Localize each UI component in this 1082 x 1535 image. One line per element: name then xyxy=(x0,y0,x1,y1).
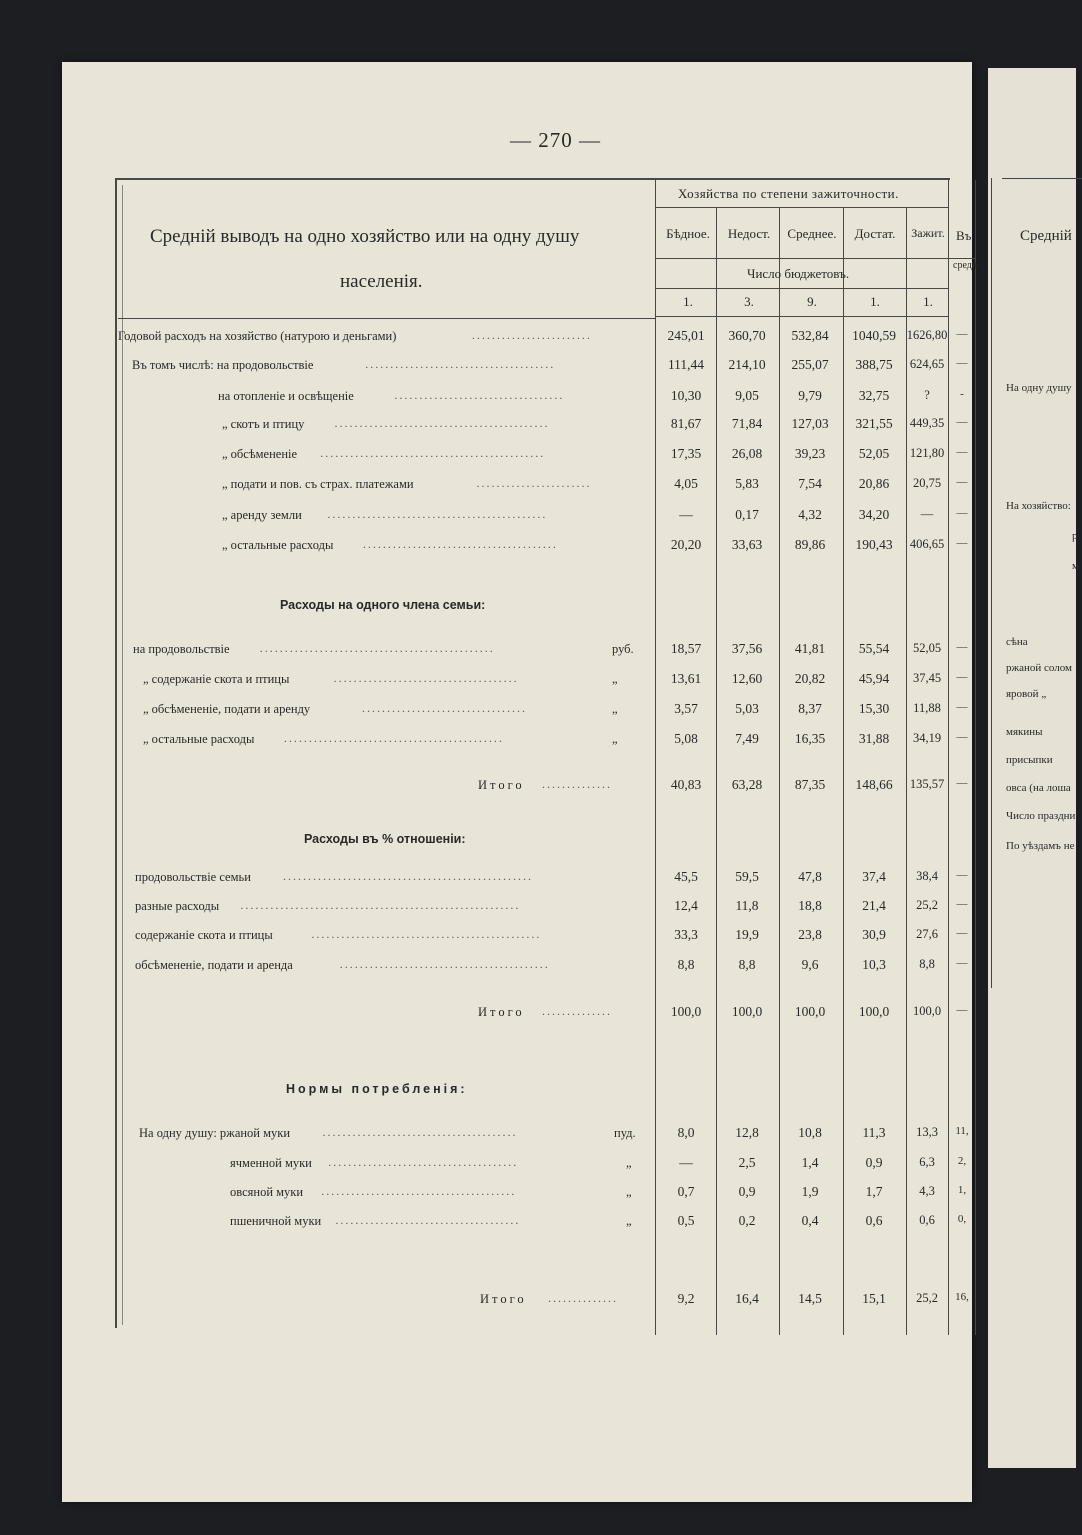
row-unit: „ xyxy=(626,1214,632,1228)
cell-value: 45,94 xyxy=(858,671,890,686)
cell-value: 135,57 xyxy=(909,777,945,791)
cell-value: 100,0 xyxy=(670,1004,702,1019)
row-label: „ подати и пов. съ страх. платежами xyxy=(222,477,414,491)
header-count: 1. xyxy=(923,294,933,309)
cell-value: 31,88 xyxy=(858,731,890,746)
cell-value: 5,03 xyxy=(735,701,759,716)
header-count: 9. xyxy=(807,294,817,309)
cell-value: 16,35 xyxy=(794,731,826,746)
cell-value: 26,08 xyxy=(731,446,763,461)
cell-value: 87,35 xyxy=(794,777,826,792)
cell-value: 6,3 xyxy=(919,1155,935,1169)
cell-value: 9,05 xyxy=(735,388,759,403)
cell-value: 0,6 xyxy=(919,1213,935,1227)
cell-avg: — xyxy=(956,476,968,488)
row-unit: „ xyxy=(612,672,618,686)
row-label: овсяной муки xyxy=(230,1185,304,1199)
right-line: На одну душу xyxy=(1006,382,1072,394)
cell-value: 10,3 xyxy=(862,957,886,972)
cell-value: 255,07 xyxy=(791,357,829,372)
cell-value: 8,37 xyxy=(798,701,822,716)
cell-value: 100,0 xyxy=(912,1004,942,1018)
cell-avg: 1, xyxy=(957,1184,967,1196)
row-label: содержаніе скота и птицы xyxy=(135,928,273,942)
dot-leader: ....................................... xyxy=(321,1184,517,1198)
cell-value: 4,05 xyxy=(674,476,698,491)
cell-avg: — xyxy=(956,537,968,549)
row-label: обсѣмененіе, подати и аренда xyxy=(135,958,293,972)
cell-avg: - xyxy=(960,388,964,400)
header-avg-2: средн. xyxy=(953,260,980,271)
header-count-label: Число бюджетовъ. xyxy=(747,266,850,281)
cell-value: 9,6 xyxy=(801,957,819,972)
cell-avg: — xyxy=(956,957,968,969)
cell-avg: 16, xyxy=(955,1291,969,1303)
dot-leader: ............................................ xyxy=(283,731,504,745)
cell-value: 20,75 xyxy=(912,476,942,490)
cell-value: 1,9 xyxy=(801,1184,819,1199)
total-label: Итого xyxy=(478,1005,525,1019)
header-count: 1. xyxy=(683,294,693,309)
cell-avg: 2, xyxy=(957,1155,967,1167)
cell-value: 33,3 xyxy=(674,927,698,942)
dot-leader: ............................................... xyxy=(259,641,495,655)
dot-leader: ....................................... xyxy=(362,537,558,551)
dot-leader: ................................. xyxy=(362,701,527,715)
right-title: Средній xyxy=(1020,228,1072,244)
cell-value: 12,8 xyxy=(735,1125,759,1140)
cell-value: 1,7 xyxy=(865,1184,883,1199)
cell-value: 7,54 xyxy=(798,476,822,491)
cell-value: 9,2 xyxy=(677,1291,695,1306)
dot-leader: ....................................... xyxy=(322,1125,518,1139)
right-line: Число праздни xyxy=(1006,810,1076,822)
row-label: „ обсѣмененіе, подати и аренду xyxy=(143,702,311,716)
cell-value: 11,8 xyxy=(735,898,759,913)
cell-value: 0,9 xyxy=(738,1184,756,1199)
row-unit: руб. xyxy=(612,642,634,656)
cell-value: 11,3 xyxy=(862,1125,886,1140)
cell-value: 12,4 xyxy=(674,898,698,913)
cell-value: 7,49 xyxy=(735,731,759,746)
table-top-rule xyxy=(115,178,950,180)
table-title-line2: населенія. xyxy=(340,271,423,292)
row-label: „ аренду земли xyxy=(222,508,302,522)
cell-value: 18,8 xyxy=(798,898,822,913)
cell-value: — xyxy=(920,507,934,521)
header-avg: Въ xyxy=(956,228,972,243)
dot-leader: .......................................... xyxy=(339,957,550,971)
table-left-rule xyxy=(115,178,117,1328)
right-line: присыпки xyxy=(1006,754,1053,766)
cell-value: 25,2 xyxy=(916,1291,938,1305)
dot-leader: ........................................... xyxy=(334,416,550,430)
cell-value: 1040,59 xyxy=(852,328,896,343)
dot-leader: .................................................. xyxy=(283,869,533,883)
cell-value: 52,05 xyxy=(858,446,890,461)
table-title-line1: Средній выводъ на одно хозяйство или на одну душу xyxy=(150,226,580,247)
cell-value: 27,6 xyxy=(916,927,938,941)
cell-value: 4,3 xyxy=(919,1184,935,1198)
cell-avg: — xyxy=(956,357,968,369)
dot-leader: ...................................... xyxy=(365,357,556,371)
cell-value: 245,01 xyxy=(667,328,705,343)
cell-avg: 11, xyxy=(955,1125,969,1137)
row-label: Годовой расходъ на хозяйство (натурою и деньгами) xyxy=(118,329,397,343)
cell-value: 23,8 xyxy=(798,927,822,942)
total-label: Итого xyxy=(480,1292,527,1306)
dot-leader: .................................. xyxy=(394,388,565,402)
cell-value: 449,35 xyxy=(909,416,945,430)
right-line: овса (на лоша xyxy=(1006,782,1071,794)
cell-value: 100,0 xyxy=(858,1004,890,1019)
dot-leader: .............. xyxy=(548,1291,618,1305)
cell-value: 17,35 xyxy=(670,446,702,461)
cell-value: 0,17 xyxy=(735,507,759,522)
cell-value: 0,9 xyxy=(865,1155,883,1170)
cell-value: 38,4 xyxy=(916,869,938,883)
right-line: м xyxy=(1072,560,1079,572)
dot-leader: ..................................... xyxy=(333,671,519,685)
row-label: продовольствіе семьи xyxy=(135,870,251,884)
right-line: яровой „ xyxy=(1006,688,1047,700)
header-col: Среднее. xyxy=(787,226,837,241)
dot-leader: ........................ xyxy=(471,328,592,342)
cell-value: 10,30 xyxy=(670,388,702,403)
dot-leader: ............................................. xyxy=(320,446,546,460)
cell-avg: — xyxy=(956,416,968,428)
right-line: р xyxy=(1072,530,1078,542)
cell-avg: — xyxy=(956,641,968,653)
cell-value: 20,82 xyxy=(794,671,826,686)
cell-value: 111,44 xyxy=(667,357,705,372)
cell-avg: — xyxy=(956,927,968,939)
cell-value: 3,57 xyxy=(674,701,698,716)
cell-avg: — xyxy=(956,446,968,458)
section-heading: Нормы потребленія: xyxy=(286,1082,468,1096)
cell-value: 5,08 xyxy=(674,731,698,746)
cell-value: 1,4 xyxy=(801,1155,819,1170)
right-line: По уѣздамъ не xyxy=(1006,840,1075,852)
cell-avg: — xyxy=(956,1004,968,1016)
section-heading: Расходы на одного члена семьи: xyxy=(280,598,486,612)
cell-value: 20,20 xyxy=(670,537,702,552)
cell-value: 71,84 xyxy=(731,416,763,431)
cell-value: 37,56 xyxy=(731,641,763,656)
row-label: на отопленіе и освѣщеніе xyxy=(218,389,354,403)
cell-avg: — xyxy=(956,898,968,910)
cell-value: 37,45 xyxy=(912,671,942,685)
cell-value: 406,65 xyxy=(909,537,945,551)
cell-value: 0,4 xyxy=(801,1213,819,1228)
cell-avg: — xyxy=(956,507,968,519)
header-col: Недост. xyxy=(727,226,771,241)
cell-value: 55,54 xyxy=(858,641,890,656)
cell-value: 121,80 xyxy=(909,446,945,460)
cell-value: 11,88 xyxy=(913,701,941,715)
cell-value: 81,67 xyxy=(670,416,702,431)
cell-value: 5,83 xyxy=(735,476,759,491)
cell-value: 89,86 xyxy=(794,537,826,552)
cell-value: 0,2 xyxy=(738,1213,756,1228)
cell-avg: — xyxy=(956,328,968,340)
cell-value: 13,61 xyxy=(670,671,702,686)
cell-value: 0,6 xyxy=(865,1213,883,1228)
dot-leader: ...................................... xyxy=(328,1155,519,1169)
dot-leader: ....................... xyxy=(476,476,592,490)
cell-value: 37,4 xyxy=(862,869,886,884)
cell-value: 59,5 xyxy=(735,869,759,884)
cell-value: 19,9 xyxy=(735,927,759,942)
cell-value: 8,8 xyxy=(677,957,695,972)
row-label: ячменной муки xyxy=(230,1156,312,1170)
row-label: „ обсѣмененіе xyxy=(222,447,298,461)
cell-value: 9,79 xyxy=(798,388,822,403)
cell-value: 45,5 xyxy=(674,869,698,884)
right-line: На хозяйство: xyxy=(1006,500,1071,512)
cell-value: 25,2 xyxy=(916,898,938,912)
row-label: пшеничной муки xyxy=(230,1214,322,1228)
cell-avg: — xyxy=(956,701,968,713)
cell-value: 0,7 xyxy=(677,1184,695,1199)
right-line: сѣна xyxy=(1006,636,1028,648)
cell-value: 10,8 xyxy=(798,1125,822,1140)
dot-leader: .............. xyxy=(542,777,612,791)
cell-value: 15,1 xyxy=(862,1291,886,1306)
right-line: мякины xyxy=(1006,726,1043,738)
cell-value: — xyxy=(679,1155,693,1170)
row-label: на продовольствіе xyxy=(133,642,230,656)
cell-value: 52,05 xyxy=(912,641,942,655)
page-number: — 270 — xyxy=(510,128,601,152)
dot-leader: .............................................. xyxy=(311,927,542,941)
cell-value: 14,5 xyxy=(798,1291,822,1306)
cell-value: 321,55 xyxy=(855,416,893,431)
cell-value: 39,23 xyxy=(794,446,826,461)
section-heading: Расходы въ % отношеніи: xyxy=(304,832,466,846)
row-unit: „ xyxy=(612,702,618,716)
cell-value: 13,3 xyxy=(916,1125,938,1139)
cell-avg: — xyxy=(956,731,968,743)
header-count: 3. xyxy=(744,294,754,309)
cell-value: — xyxy=(679,507,693,522)
cell-value: 214,10 xyxy=(728,357,766,372)
right-line: ржаной солом xyxy=(1006,662,1072,674)
row-label: „ остальные расходы xyxy=(143,732,255,746)
row-label: разные расходы xyxy=(135,899,220,913)
cell-value: 1626,80 xyxy=(906,328,948,342)
dot-leader: ............................................ xyxy=(327,507,548,521)
cell-value: 0,5 xyxy=(677,1213,695,1228)
cell-value: 40,83 xyxy=(670,777,702,792)
cell-value: 32,75 xyxy=(858,388,890,403)
cell-avg: — xyxy=(956,777,968,789)
cell-avg: 0, xyxy=(957,1213,967,1225)
cell-value: 20,86 xyxy=(858,476,890,491)
cell-value: 34,19 xyxy=(912,731,942,745)
row-unit: „ xyxy=(626,1156,632,1170)
cell-value: 34,20 xyxy=(858,507,890,522)
dot-leader: ..................................... xyxy=(335,1213,521,1227)
row-label: „ содержаніе скота и птицы xyxy=(143,672,290,686)
cell-value: 8,8 xyxy=(919,957,935,971)
row-label: Въ томъ числѣ: на продовольствіе xyxy=(132,358,314,372)
cell-value: 15,30 xyxy=(858,701,890,716)
cell-value: 16,4 xyxy=(735,1291,759,1306)
cell-value: 8,8 xyxy=(738,957,756,972)
row-unit: „ xyxy=(612,732,618,746)
row-label: „ скотъ и птицу xyxy=(222,417,305,431)
cell-avg: — xyxy=(956,671,968,683)
total-label: Итого xyxy=(478,778,525,792)
cell-value: 12,60 xyxy=(731,671,763,686)
cell-value: 360,70 xyxy=(728,328,766,343)
row-label: „ остальные расходы xyxy=(222,538,334,552)
cell-value: 100,0 xyxy=(794,1004,826,1019)
cell-value: 388,75 xyxy=(855,357,893,372)
header-col: Достат. xyxy=(854,226,896,241)
header-col: Бѣдное. xyxy=(666,226,710,241)
header-col: Зажит. xyxy=(911,226,945,240)
cell-value: 18,57 xyxy=(670,641,702,656)
cell-value: 21,4 xyxy=(862,898,886,913)
cell-value: ? xyxy=(924,388,930,402)
cell-value: 33,63 xyxy=(731,537,763,552)
cell-value: 63,28 xyxy=(731,777,763,792)
dot-leader: .............. xyxy=(542,1004,612,1018)
cell-value: 8,0 xyxy=(677,1125,695,1140)
cell-value: 190,43 xyxy=(855,537,893,552)
cell-value: 532,84 xyxy=(791,328,829,343)
cell-value: 2,5 xyxy=(738,1155,756,1170)
cell-value: 100,0 xyxy=(731,1004,763,1019)
cell-value: 127,03 xyxy=(791,416,829,431)
row-unit: „ xyxy=(626,1185,632,1199)
cell-value: 41,81 xyxy=(794,641,826,656)
cell-value: 4,32 xyxy=(798,507,822,522)
cell-value: 148,66 xyxy=(855,777,893,792)
dot-leader: ........................................................ xyxy=(240,898,521,912)
cell-avg: — xyxy=(956,869,968,881)
header-count: 1. xyxy=(870,294,880,309)
header-group: Хозяйства по степени зажиточности. xyxy=(678,186,899,201)
cell-value: 47,8 xyxy=(798,869,822,884)
row-unit: пуд. xyxy=(614,1126,636,1140)
cell-value: 30,9 xyxy=(862,927,886,942)
cell-value: 624,65 xyxy=(909,357,945,371)
page-right-fragment xyxy=(988,68,1079,1468)
row-label: На одну душу: ржаной муки xyxy=(139,1126,291,1140)
